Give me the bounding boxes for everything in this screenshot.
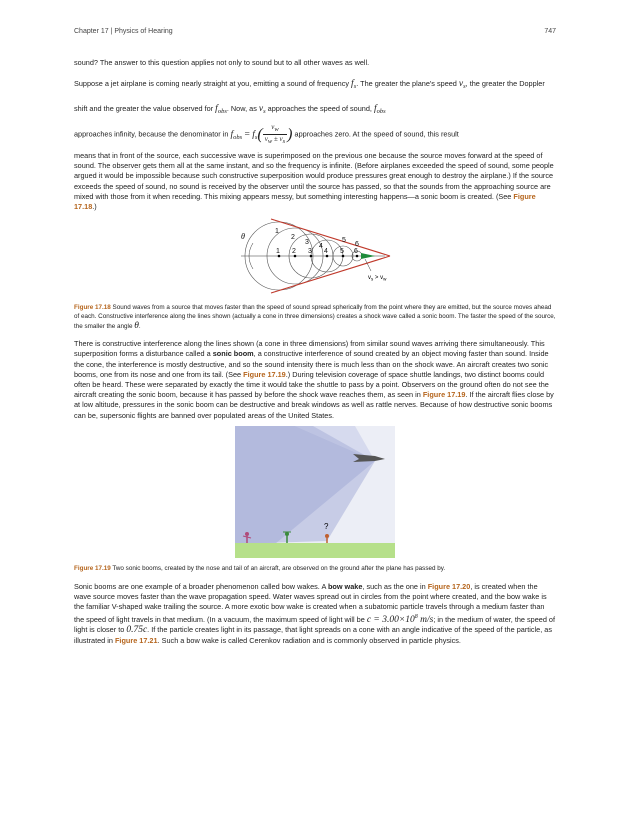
fobs-symbol-2: $f_{obs}$ [373, 104, 386, 116]
paragraph-3: There is constructive interference along the lines shown (a cone in three dimensions) from similar sound waves arriving there simultaneously. This superposition forms a disturbance called a sonic boom, a constructive interference of sound created by an object moving faster than sound. Inside the cone, the interference is mostly destructive, and so the sound intensity there is much less than on the shock wave. An aircraft creates two sonic booms, one from its nose and one from its tail. (See Figure 17.19.) During television coverage of space shuttle landings, two distinct booms could often be heard. These were separated by exactly the time it would take the shuttle to pass by a point. Observers on the ground often do not see the aircraft creating the sonic boom, because it has passed by before the shock wave reaches them, as seen in Figure 17.19. If the aircraft flies close by at low altitude, pressures in the sonic boom can be destructive and break windows as well as rattle nerves. Because of how destructive sonic booms can be, supersonic flights are banned over populated areas of the United States. [74, 339, 554, 420]
speed-relation-label: $v_s > v_w$ [368, 275, 387, 282]
speed-of-light-equation: $c = 3.00\times 10^8$ m/s [366, 614, 434, 626]
figure-17-21-link[interactable]: Figure 17.21 [114, 635, 158, 645]
paragraph-2: Suppose a jet airplane is coming nearly straight at you, emitting a sound of frequency $f_s$. The greater the plane's speed $v_s$, the greater the Doppler shift and the greater the value observed for $f_{obs}$. Now, as $v_s$ approaches the speed of sound, $f_{obs}$ approaches infinity, because the denominator in $f_{obs} = f_s$( $\frac{vw}{vw \pm vs}$ ) approaches zero. At the speed of sound, this result [74, 79, 545, 146]
question-mark: ? [324, 521, 329, 531]
source-point [310, 255, 313, 258]
observer-icon [325, 534, 329, 538]
doppler-equation: $f_{obs} = f_s$( $\frac{vw}{vw \pm vs}$ ) [230, 123, 293, 146]
figure-17-19-link[interactable]: Figure 17.19 [243, 369, 286, 379]
source-point [342, 255, 345, 258]
shock-wave-line-lower [271, 256, 390, 293]
page-header [74, 28, 556, 40]
observer-icon [245, 532, 249, 536]
two-sonic-booms-illustration [235, 426, 395, 558]
speed-label-leader [365, 259, 371, 271]
page-number: 747 [544, 28, 556, 35]
vs-symbol: $v_s$ [458, 79, 466, 91]
figure-17-20-link[interactable]: Figure 17.20 [427, 581, 471, 591]
source-point [294, 255, 297, 258]
source-point [356, 255, 359, 258]
source-label-6: 6 [354, 248, 358, 256]
page-body [74, 58, 556, 651]
sonic-boom-diagram [235, 217, 395, 297]
figure-17-18-link[interactable]: Figure 17.18 [74, 191, 536, 211]
figure-17-18-caption: Figure 17.18 Sound waves from a source that moves faster than the speed of sound spread spherically from the point where they are emitted, but the source moves ahead of each. Constructive interference along the lines shown (actually a cone in three dimensions) creates a shock wave called a sonic boom. The faster the speed of the source, the smaller the angle θ. [74, 304, 556, 331]
circle-label-5: 5 [342, 237, 346, 245]
figure-17-19 [74, 426, 556, 561]
theta-label: θ [241, 232, 245, 242]
circle-label-3: 3 [305, 239, 309, 247]
circle-label-6: 6 [355, 241, 359, 249]
fobs-symbol: $f_{obs}$ [215, 104, 227, 116]
figure-17-19-link-2[interactable]: Figure 17.19 [422, 390, 466, 400]
circle-label-1: 1 [275, 228, 279, 236]
moving-source-arrow [361, 253, 375, 259]
source-label-5: 5 [340, 248, 344, 256]
source-label-2: 2 [292, 248, 296, 256]
source-label-4: 4 [324, 248, 328, 256]
observer-icon [285, 532, 289, 536]
circle-label-4: 4 [319, 243, 323, 251]
source-point [326, 255, 329, 258]
vs-symbol-2: $v_s$ [258, 104, 266, 116]
paragraph-2b: means that in front of the source, each successive wave is superimposed on the previous one because the source moves forward at the speed of sound. The observer gets them all at the same instant, and so the frequency is infinite. (Before airplanes exceeded the speed of sound, some people argued it would be impossible because such constructive superposition would produce pressures great enough to destroy the airplane.) If the source exceeds the speed of sound, no sound is received by the observer until the source has passed, so that the sounds from the approaching source are mixed with those from it when receding. This mixing appears messy, but something interesting happens—a sonic boom is created. (See Figure 17.18.) [74, 150, 554, 211]
figure-17-19-caption: Figure 17.19 Two sonic booms, created by the nose and tail of an aircraft, are observed on the ground after the plane has passed by. [74, 564, 446, 572]
ground [235, 543, 395, 558]
paragraph-1: sound? The answer to this question applies not only to sound but to all other waves as well. [74, 58, 370, 67]
circle-label-2: 2 [291, 234, 295, 242]
fs-symbol: $f_s$ [351, 79, 357, 91]
shock-wave-line-upper [271, 219, 390, 256]
figure-17-18 [74, 217, 556, 300]
chapter-title: Chapter 17 | Physics of Hearing [74, 28, 173, 35]
source-point [278, 255, 281, 258]
source-label-3: 3 [308, 248, 312, 256]
source-label-1: 1 [276, 248, 280, 256]
paragraph-4: Sonic booms are one example of a broader phenomenon called bow wakes. A bow wake, such as the one in Figure 17.20, is created when the wave source moves faster than the wave propagation speed. Water waves spread out in circles from the point where created, and the bow wake is the familiar V-shaped wake trailing the source. A more exotic bow wake is created when a subatomic particle travels through a medium faster than the speed of light travels in that medium. (In a vacuum, the maximum speed of light will be $c = 3.00\times 10^8$ m/s; in the medium of water, the speed of light is closer to 0.75c. If the particle creates light in its passage, that light spreads on a cone with an angle indicative of the speed of the particle, as illustrated in Figure 17.21. Such a bow wake is called Cerenkov radiation and is commonly observed in particle physics. [74, 581, 556, 645]
